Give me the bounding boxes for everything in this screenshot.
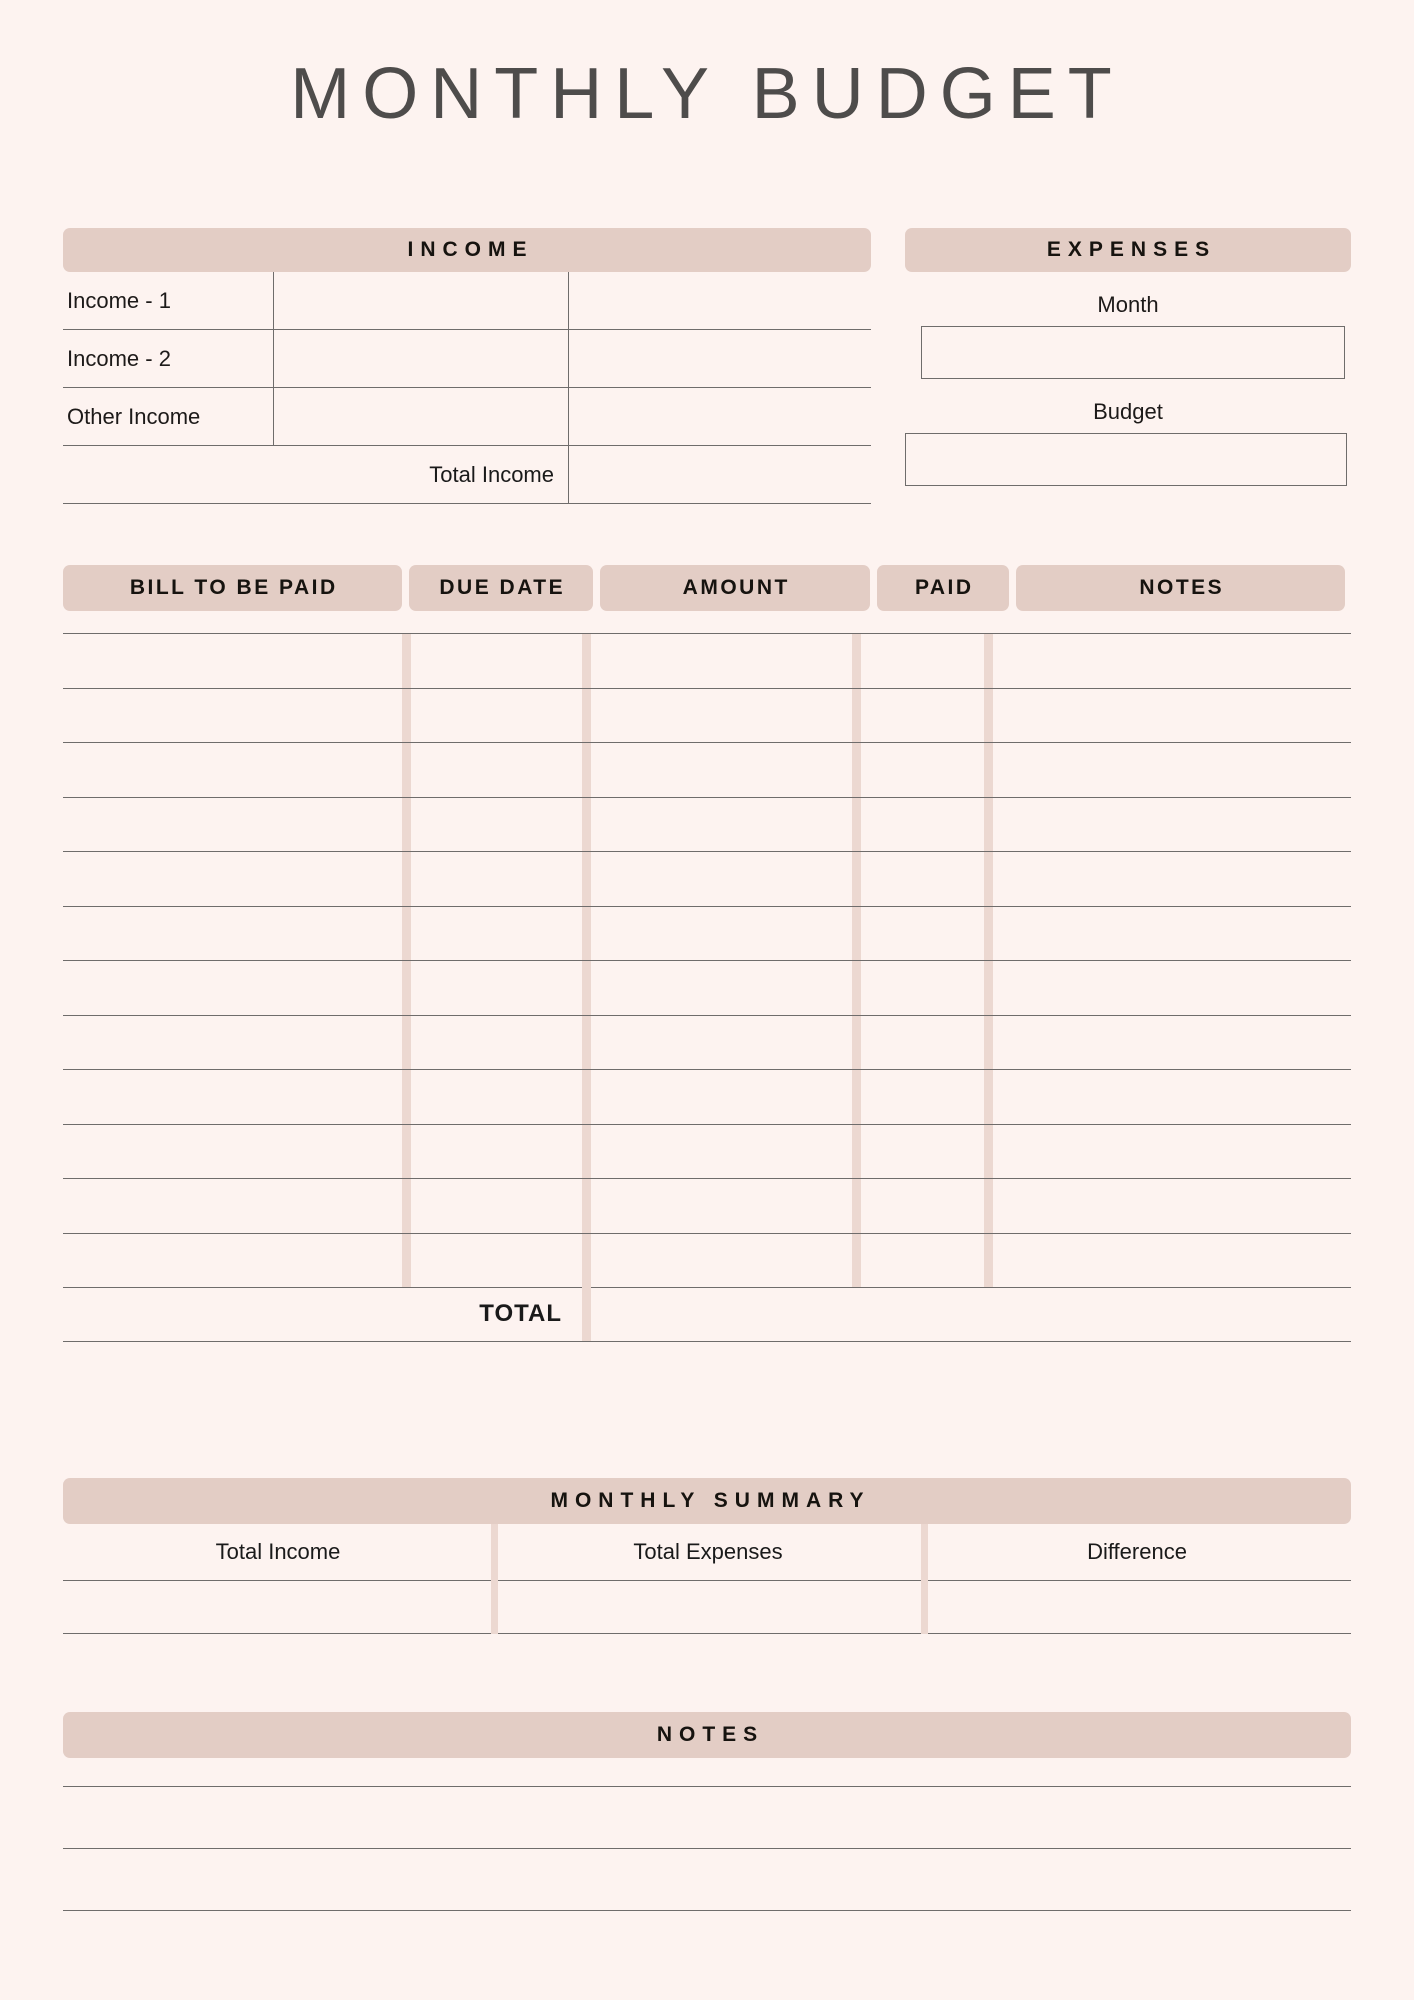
income-row-2 bbox=[63, 330, 871, 388]
income-header-bar bbox=[63, 228, 871, 272]
column-header-bill-to-be-paid bbox=[63, 565, 402, 611]
bills-row-rule bbox=[63, 1069, 1351, 1070]
notes-line[interactable] bbox=[63, 1786, 1351, 1787]
monthly-summary-section bbox=[63, 1478, 1351, 1634]
notes-line[interactable] bbox=[63, 1848, 1351, 1849]
summary-divider-1 bbox=[491, 1524, 498, 1634]
expenses-month-input[interactable] bbox=[921, 326, 1345, 379]
expenses-month-label: Month bbox=[1097, 292, 1159, 317]
column-header-amount bbox=[600, 565, 870, 611]
summary-total-expenses-field[interactable] bbox=[493, 1581, 923, 1633]
notes-section bbox=[63, 1712, 1351, 1986]
summary-body bbox=[63, 1524, 1351, 1634]
expenses-header-label: EXPENSES bbox=[1046, 238, 1217, 261]
income-header-label: INCOME bbox=[407, 238, 534, 261]
bills-row-rule bbox=[63, 688, 1351, 689]
income-row-3-label: Other Income bbox=[67, 403, 201, 429]
bills-total-row bbox=[63, 1287, 1351, 1342]
income-row-3-extra-field[interactable] bbox=[568, 388, 871, 445]
column-header-amount-label: AMOUNT bbox=[682, 576, 790, 599]
summary-total-income-label: Total Income bbox=[215, 1539, 341, 1564]
bills-row-rule bbox=[63, 797, 1351, 798]
income-row-2-amount-field[interactable] bbox=[273, 330, 568, 387]
bills-row-rule bbox=[63, 1233, 1351, 1234]
income-row-3 bbox=[63, 388, 871, 446]
column-header-notes-label: NOTES bbox=[1139, 576, 1225, 599]
bills-row-rule bbox=[63, 1178, 1351, 1179]
bills-table-header-row bbox=[63, 565, 1351, 611]
column-header-due-date bbox=[409, 565, 593, 611]
income-total-value-field[interactable] bbox=[568, 446, 871, 503]
income-row-2-extra-field[interactable] bbox=[568, 330, 871, 387]
column-header-paid-label: PAID bbox=[914, 576, 974, 599]
bills-row-rule bbox=[63, 906, 1351, 907]
expenses-budget-label: Budget bbox=[1093, 399, 1163, 424]
income-section bbox=[63, 228, 871, 504]
summary-total-expenses-label: Total Expenses bbox=[633, 1539, 783, 1564]
notes-header-bar bbox=[63, 1712, 1351, 1758]
income-total-label: Total Income bbox=[429, 461, 554, 487]
income-row-1 bbox=[63, 272, 871, 330]
bills-row-rule bbox=[63, 960, 1351, 961]
bills-table-body[interactable] bbox=[63, 633, 1351, 1287]
bills-row-rule bbox=[63, 742, 1351, 743]
column-header-notes bbox=[1016, 565, 1345, 611]
income-row-2-label: Income - 2 bbox=[67, 345, 171, 371]
summary-divider-2 bbox=[921, 1524, 928, 1634]
expenses-header-bar bbox=[905, 228, 1351, 272]
summary-header-bar bbox=[63, 1478, 1351, 1524]
bills-row-rule bbox=[63, 633, 1351, 634]
bills-table bbox=[63, 565, 1351, 1342]
bills-row-rule bbox=[63, 851, 1351, 852]
notes-line[interactable] bbox=[63, 1910, 1351, 1911]
bills-row-rule bbox=[63, 1015, 1351, 1016]
income-total-row bbox=[63, 446, 871, 504]
expenses-section bbox=[905, 228, 1351, 486]
bills-total-divider bbox=[582, 1287, 591, 1341]
income-row-1-extra-field[interactable] bbox=[568, 272, 871, 329]
bills-row-rule bbox=[63, 1124, 1351, 1125]
income-row-1-amount-field[interactable] bbox=[273, 272, 568, 329]
summary-header-label: MONTHLY SUMMARY bbox=[550, 1489, 871, 1512]
column-header-paid bbox=[877, 565, 1009, 611]
column-header-due-date-label: DUE DATE bbox=[439, 576, 566, 599]
notes-header-label: NOTES bbox=[656, 1723, 765, 1746]
summary-total-income-field[interactable] bbox=[63, 1581, 493, 1633]
summary-difference-field[interactable] bbox=[923, 1581, 1351, 1633]
income-row-3-amount-field[interactable] bbox=[273, 388, 568, 445]
summary-value-row bbox=[63, 1580, 1351, 1634]
bills-total-label: TOTAL bbox=[479, 1300, 562, 1327]
page-title: MONTHLY BUDGET bbox=[290, 54, 1124, 134]
notes-writing-area[interactable] bbox=[63, 1786, 1351, 1986]
summary-difference-label: Difference bbox=[1087, 1539, 1187, 1564]
column-header-bill-to-be-paid-label: BILL TO BE PAID bbox=[129, 576, 338, 599]
expenses-budget-input[interactable] bbox=[905, 433, 1347, 486]
summary-label-row bbox=[63, 1524, 1351, 1580]
income-row-1-label: Income - 1 bbox=[67, 287, 171, 313]
